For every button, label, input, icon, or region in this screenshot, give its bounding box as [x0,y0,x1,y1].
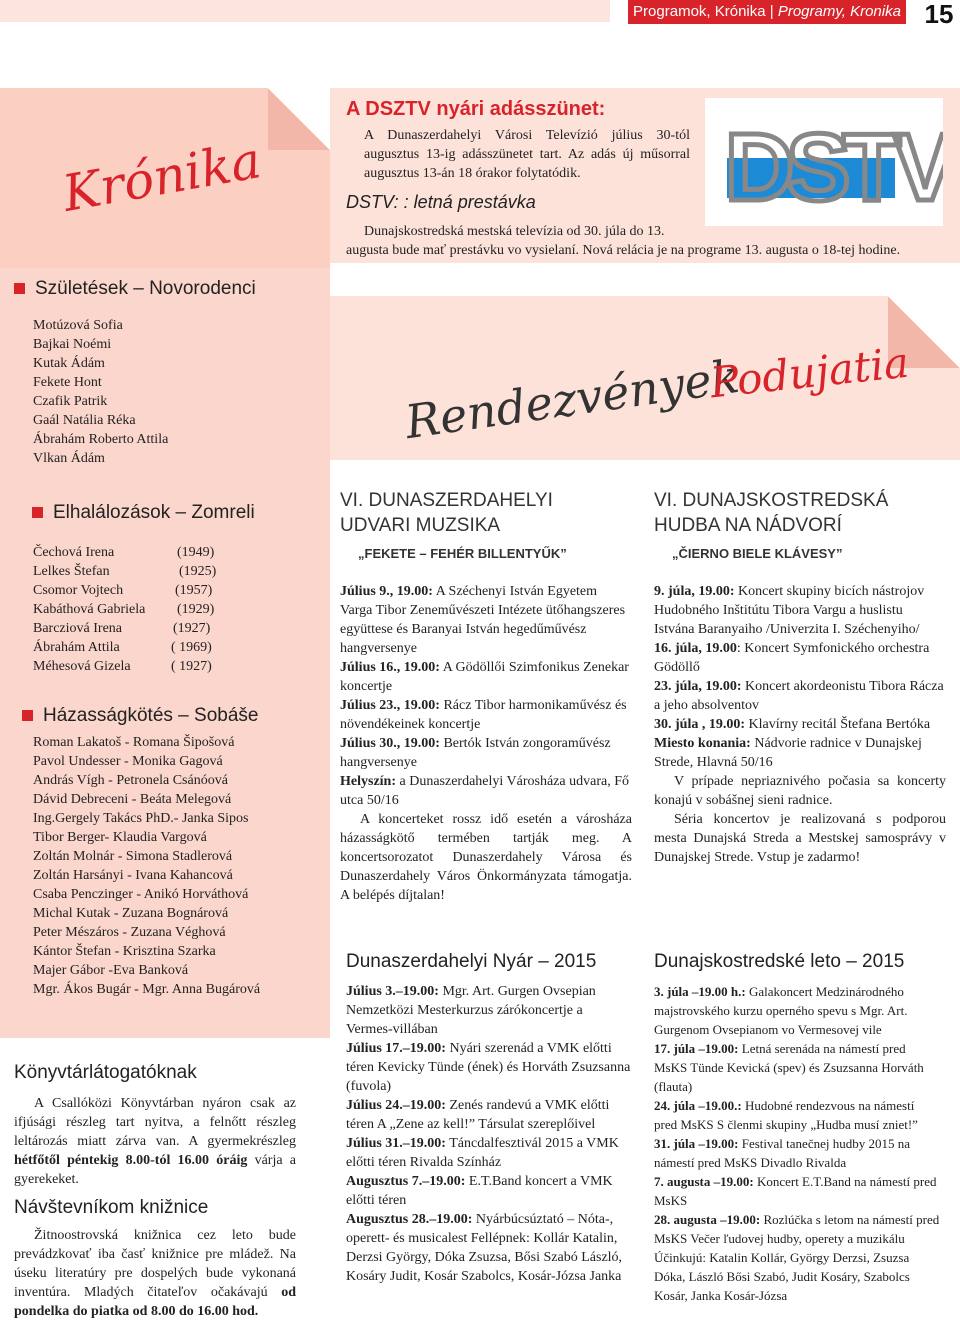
list-item: Ing.Gergely Takács PhD.- Janka Sipos [33,811,249,826]
list-item: 7. augusta –19.00: Koncert E.T.Band na námestí pred MsKS [654,1174,937,1208]
list-item: Július 23., 19.00: Rácz Tibor harmonikaművész és növendékeinek koncertje [340,698,627,732]
list-item: 3. júla –19.00 h.: Galakoncert Medzinárodného majstrovského kurzu operného spevu s Mgr. Art. Gurgenom Ovsepianom vo Vermesovej vile [654,984,908,1037]
bullet-square-icon [22,710,33,721]
list-item: Michal Kutak - Zuzana Bognárová [33,906,229,921]
list-item: Pavol Undesser - Monika Gagová [33,754,223,769]
list-item: Zoltán Harsányi - Ivana Kahancová [33,868,233,883]
list-item: Čechová Irena (1949) [33,545,215,560]
list-item: Lelkes Štefan (1925) [33,564,217,579]
kronika-title: Krónika [58,131,266,223]
list-item: 16. júla, 19.00: Koncert Symfonického orchestra Gödöllő [654,641,930,675]
udvari-subtitle: „FEKETE – FEHÉR BILLENTYŰK” [358,546,567,561]
list-item: Miesto konania: Nádvorie radnice v Dunajskej Strede, Hlavná 50/16 [654,736,922,770]
udvari-note: A koncerteket rossz idő esetén a városháza házasságkötő termében tartják meg. A koncertsorozatot Dunaszerdahely Városa és Dunaszerdahely Város Önkormányzata támogatja. A belépés díjtalan! [340,812,632,903]
dstv-sk-text-2: augusta bude mať prestávku vo vysielaní. Nová relácia je na programe 13. augusta o 18-tej hodine. [346,243,901,258]
dstv-hu-text: A Dunaszerdahelyi Városi Televízió július 30-tól augusztus 13-ig adásszünetet tart. Az adás új műsorral augusztus 13-án 18 órakor folytatódik. [364,128,690,181]
list-item: Vlkan Ádám [33,451,105,466]
udvari-program [340,582,632,905]
deaths-list [33,543,253,676]
list-item: Zoltán Molnár - Simona Stadlerová [33,849,233,864]
list-item: Július 3.–19.00: Mgr. Art. Gurgen Ovsepian Nemzetközi Mesterkurzus zárókoncertje a Vermes-villában [346,984,596,1037]
list-item: Tibor Berger- Klaudia Vargová [33,830,207,845]
list-item: 9. júla, 19.00: Koncert skupiny bicích nástrojov Hudobného Inštitútu Tibora Vargu a huslistu Istvána Baranyaiho /Univerzita I. Széchenyiho/ [654,584,925,637]
list-item: Méhesová Gizela ( 1927) [33,659,212,674]
leto-program [654,982,940,1305]
list-item: Kutak Ádám [33,356,105,371]
list-item: 23. júla, 19.00: Koncert akordeonistu Tibora Rácza a jeho absolventov [654,679,944,713]
section-tag: Programok, Krónika | Programy, Kronika [628,0,906,24]
library-hu-text: A Csallóközi Könyvtárban nyáron csak az ifjúsági részleg tart nyitva, a felnőtt részleg leltározás miatt zárva van. A gyermekrészleg hétfőtől péntekig 8.00-tól 16.00 óráig várja a gyerekeket. [14,1096,296,1187]
list-item: Július 24.–19.00: Zenés randevú a VMK előtti téren A „Zene az kell!” Társulat szereplőivel [346,1098,610,1132]
list-item: Csaba Penczinger - Anikó Horváthová [33,887,249,902]
list-item: Július 31.–19.00: Táncdalfesztivál 2015 a VMK előtti téren Rivalda Színház [346,1136,619,1170]
nadvori-program [654,582,946,867]
list-item: Csomor Vojtech (1957) [33,583,213,598]
list-item: 24. júla –19.00.: Hudobné rendezvous na námestí pred MsKS S členmi skupiny „Hudba musí zniet!” [654,1098,918,1132]
header-bar [0,0,610,22]
list-item: 17. júla –19.00: Letná serenáda na námestí pred MsKS Tünde Kevická (spev) és Zsuzsanna Horváth (flauta) [654,1041,924,1094]
page-number: 15 [924,0,954,29]
list-item: Július 9., 19.00: A Széchenyi István Egyetem Varga Tibor Zeneművészeti Intézete ütőhangszeres együttese és Baranyai István hegedűművész hangversenye [340,584,626,656]
list-item: Augusztus 28.–19.00: Nyárbúcsúztató – Nóta-, operett- és musicalest Fellépnek: Kollár Katalin, Derzsi György, Dóka Zsuzsa, Bősi Szabó László, Kosáry Judit, Kosár Szabolcs, Kosár-Józsa Janka [346,1212,623,1284]
list-item: András Vígh - Petronela Csánóová [33,773,228,788]
list-item: Augusztus 7.–19.00: E.T.Band koncert a VMK előtti téren [346,1174,613,1208]
nadvori-subtitle: „ČIERNO BIELE KLÁVESY” [672,546,843,561]
list-item: Motúzová Sofia [33,318,123,333]
list-item: Czafik Patrik [33,394,108,409]
dstv-sk-title: DSTV: : letná prestávka [346,192,536,212]
list-item: Ábrahám Roberto Attila [33,432,169,447]
nadvori-heading: VI. DUNAJSKOSTREDSKÁ HUDBA NA NÁDVORÍ [654,490,889,536]
list-item: Kántor Štefan - Krisztina Szarka [33,944,216,959]
library-sk-text: Žitnoostrovská knižnica cez leto bude prevádzkovať iba časť knižnice pre mládež. Na úseku literatúry pre dospelých bude vykonaná inventúra. Mladých čitateľov očakávajú od pondelka do piatka od 8.00 do 16.00 hod. [14,1228,296,1319]
list-item: Barcziová Irena (1927) [33,621,211,636]
events-title-hu: Rendezvények [401,348,743,450]
list-item: Roman Lakatoš - Romana Šipošová [33,735,235,750]
page-curl-decoration [268,88,330,150]
marriages-list [33,733,260,999]
births-list [33,316,168,468]
list-item: Kabáthová Gabriela (1929) [33,602,215,617]
events-title-sk: Podujatia [707,337,912,408]
dstv-logo-text [705,98,706,99]
library-sk-heading: Návštevníkom knižnice [14,1197,209,1218]
list-item: Július 30., 19.00: Bertók István zongoraművész hangversenye [340,736,611,770]
deaths-heading: Elhalálozások – Zomreli [32,502,255,524]
udvari-heading: VI. DUNASZERDAHELYI UDVARI MUZSIKA [340,490,553,536]
bullet-square-icon [14,283,25,294]
list-item: 30. júla , 19.00: Klavírny recitál Štefana Bertóka [654,717,931,732]
list-item: Gaál Natália Réka [33,413,136,428]
list-item: Július 16., 19.00: A Gödöllői Szimfonikus Zenekar koncertje [340,660,629,694]
dstv-title: A DSZTV nyári adásszünet: [346,98,606,120]
list-item: Ábrahám Attila ( 1969) [33,640,212,655]
list-item: Fekete Hont [33,375,102,390]
list-item: Mgr. Ákos Bugár - Mgr. Anna Bugárová [33,982,261,997]
list-item: Helyszín: a Dunaszerdahelyi Városháza udvara, Fő utca 50/16 [340,774,629,808]
births-heading: Születések – Novorodenci [14,278,256,300]
nyar-heading: Dunaszerdahelyi Nyár – 2015 [346,951,597,972]
list-item: 28. augusta –19.00: Rozlúčka s letom na námestí pred MsKS Večer ľudovej hudby, operety a muzikálu Účinkujú: Katalin Kollár, György Derzsi, Zsuzsa Dóka, László Bősi Szabó, Judit Kosáry, Szabolcs Kosár, Janka Kosár-Józsa [654,1212,940,1303]
nyar-program [346,982,632,1286]
list-item: Peter Mészáros - Zuzana Véghová [33,925,226,940]
list-item: Majer Gábor -Eva Banková [33,963,189,978]
dstv-logo-graphic [705,98,943,226]
library-hu-heading: Könyvtárlátogatóknak [14,1062,197,1083]
list-item: Július 17.–19.00: Nyári szerenád a VMK előtti téren Kevicky Tünde (ének) és Horváth Zsuzsanna (fuvola) [346,1041,631,1094]
leto-heading: Dunajskostredské leto – 2015 [654,951,905,972]
list-item: Dávid Debreceni - Beáta Melegová [33,792,232,807]
marriages-heading: Házasságkötés – Sobáše [22,705,258,727]
bullet-square-icon [32,507,43,518]
nadvori-note: Séria koncertov je realizovaná s podporou mesta Dunajská Streda a Mestskej samosprávy v Dunajskej Strede. Vstup je zadarmo! [654,812,946,865]
nadvori-note: V prípade nepriaznivého počasia sa koncerty konajú v sobášnej sieni radnice. [654,774,946,808]
dstv-logo [705,98,943,226]
list-item: Bajkai Noémi [33,337,112,352]
dstv-sk-text-1: Dunajskostredská mestská televízia od 30. júla do 13. [364,224,665,239]
list-item: 31. júla –19.00: Festival tanečnej hudby 2015 na námestí pred MsKS Divadlo Rivalda [654,1136,910,1170]
svg-text:DSTV: DSTV [725,114,943,221]
